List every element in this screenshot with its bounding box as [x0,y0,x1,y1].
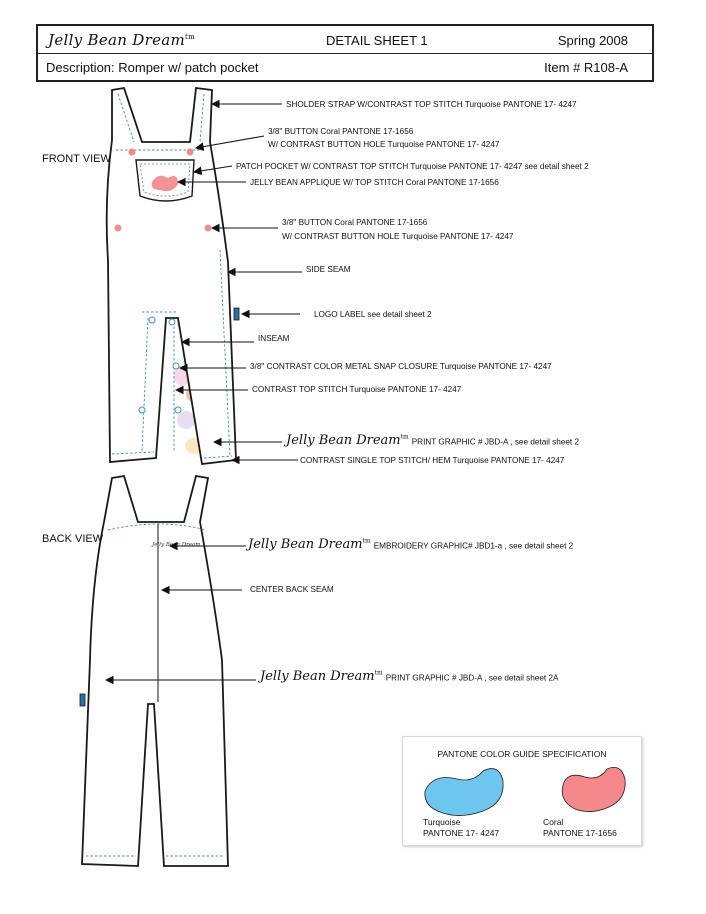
callout-inseam: INSEAM [258,334,290,343]
back-view-label: BACK VIEW [42,533,104,545]
brand-name: Jelly Bean Dream [48,31,186,49]
back-embroidery-graphic: Jelly Bean Dream [152,542,201,548]
callout-snap-closure: 3/8" CONTRAST COLOR METAL SNAP CLOSURE Turquoise PANTONE 17- 4247 [250,362,552,371]
callout-back-print-graphic: Jelly Bean Dream$^{tm}$ PRINT GRAPHIC # JBD-A , see detail sheet 2A [260,669,559,685]
callout-button-2-line2: W/ CONTRAST BUTTON HOLE Turquoise PANTONE 17- 4247 [282,232,514,241]
item-number: Item # R108-A [544,60,628,75]
front-logo-label [234,308,239,320]
jbd-logo: Jelly Bean Dream$^{tm}$ [248,537,371,553]
turquoise-label: Turquoise PANTONE 17- 4247 [423,817,500,838]
coral-swatch [562,767,625,811]
callout-hem: CONTRAST SINGLE TOP STITCH/ HEM Turquoise PANTONE 17- 4247 [300,456,565,465]
coral-label: Coral PANTONE 17-1656 [543,817,617,838]
callout-logo-label: LOGO LABEL see detail sheet 2 [314,310,432,319]
callout-patch-pocket: PATCH POCKET W/ CONTRAST TOP STITCH Turquoise PANTONE 17- 4247 see detail sheet 2 [236,162,589,171]
description: Description: Romper w/ patch pocket [46,60,259,75]
callout-contrast-top-stitch: CONTRAST TOP STITCH Turquoise PANTONE 17- 4247 [252,385,462,394]
callout-front-print-graphic: Jelly Bean Dream$^{tm}$ PRINT GRAPHIC # JBD-A , see detail sheet 2 [286,433,580,449]
color-guide-title: PANTONE COLOR GUIDE SPECIFICATION [437,749,607,759]
patch-pocket [136,160,194,201]
back-overall [82,476,228,866]
callout-button-2-line1: 3/8" BUTTON Coral PANTONE 17-1656 [282,218,428,227]
callout-embroidery: Jelly Bean Dream$^{tm}$ EMBROIDERY GRAPHIC# JBD1-a , see detail sheet 2 [248,537,574,553]
brand-tm: tm [185,33,196,41]
callout-side-seam: SIDE SEAM [306,265,351,274]
turquoise-swatch [425,769,503,816]
season: Spring 2008 [557,33,628,48]
callout-button-1-line1: 3/8" BUTTON Coral PANTONE 17-1656 [268,127,414,136]
pantone-color-guide [402,736,642,846]
front-view-label: FRONT VIEW [42,153,111,165]
callout-center-back-seam: CENTER BACK SEAM [250,585,334,594]
jbd-logo: Jelly Bean Dream$^{tm}$ [260,669,383,685]
back-logo-label [80,694,85,706]
jbd-logo: Jelly Bean Dream$^{tm}$ [286,433,409,449]
callout-shoulder-strap: SHOLDER STRAP W/CONTRAST TOP STITCH Turquoise PANTONE 17- 4247 [286,100,577,109]
sheet-title: DETAIL SHEET 1 [326,33,428,48]
callout-button-1-line2: W/ CONTRAST BUTTON HOLE Turquoise PANTONE 17- 4247 [268,140,500,149]
callout-applique: JELLY BEAN APPLIQUE W/ TOP STITCH Coral PANTONE 17-1656 [250,178,499,187]
